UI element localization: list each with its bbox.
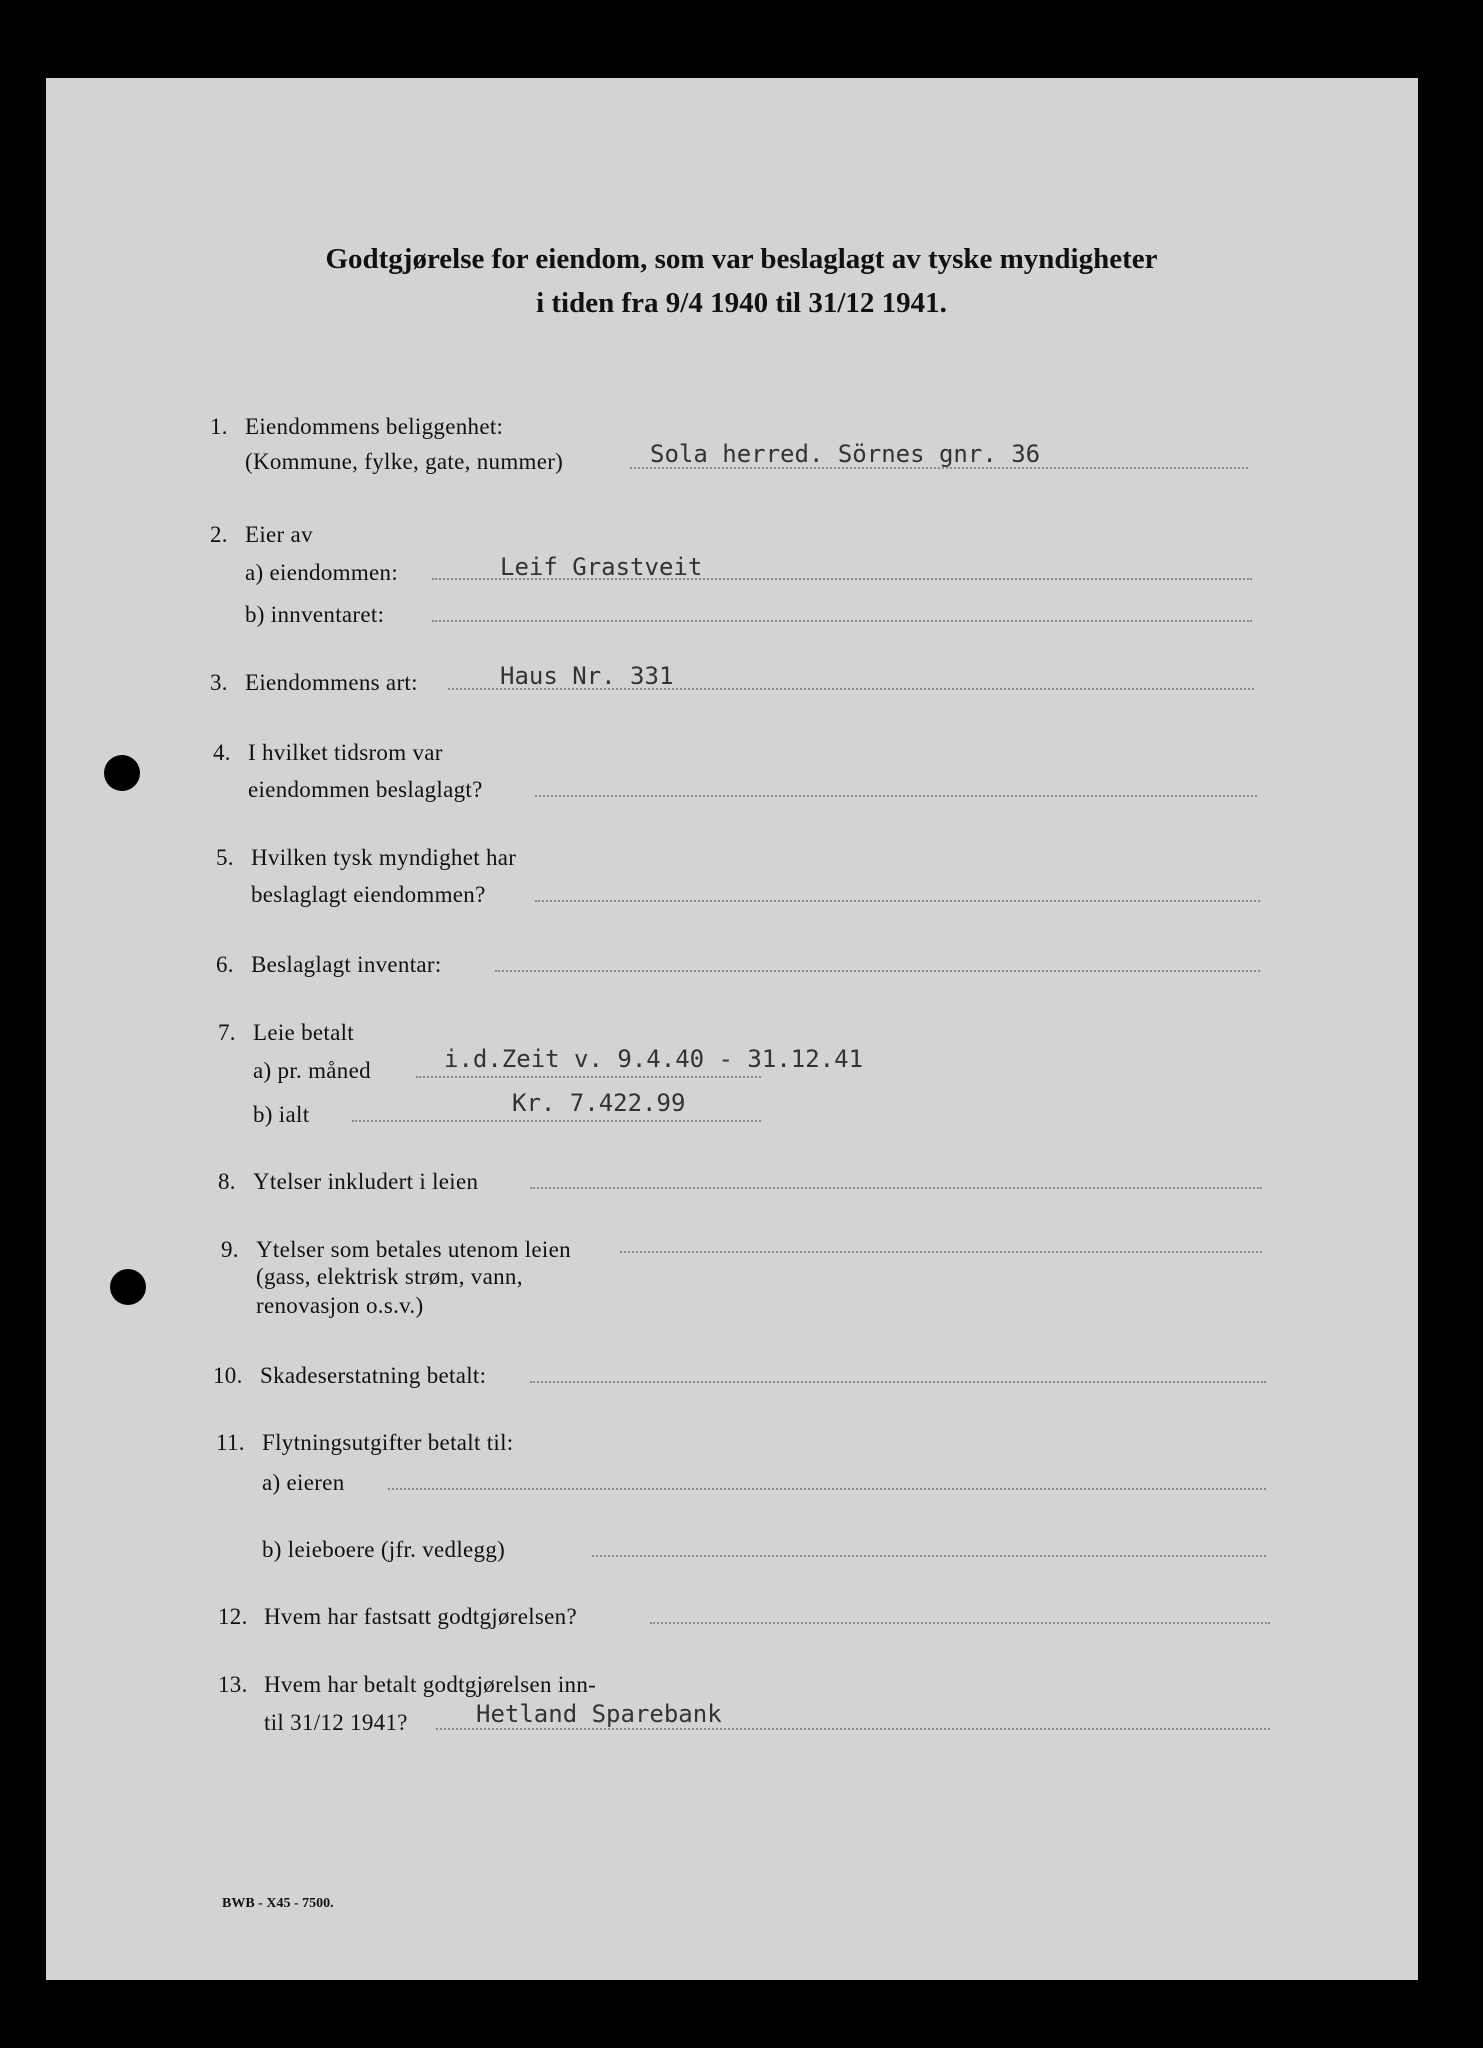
item-label: a) pr. måned bbox=[253, 1058, 371, 1083]
item-label: (gass, elektrisk strøm, vann, bbox=[256, 1264, 523, 1289]
item-number: 12. bbox=[218, 1604, 248, 1629]
item-label: Leie betalt bbox=[253, 1020, 354, 1045]
fill-line bbox=[352, 1120, 761, 1122]
form-title-line1: Godtgjørelse for eiendom, som var beslaglagt av tyske myndigheter bbox=[325, 243, 1158, 275]
item-label: a) eiendommen: bbox=[245, 560, 399, 585]
fill-line bbox=[388, 1488, 1266, 1490]
fill-line bbox=[416, 1076, 761, 1078]
item-number: 5. bbox=[216, 845, 234, 870]
fill-line bbox=[530, 1187, 1262, 1189]
item-label: Eiendommens art: bbox=[245, 670, 418, 695]
print-reference: BWB - X45 - 7500. bbox=[222, 1896, 334, 1911]
typed-value: Hetland Sparebank bbox=[476, 1700, 722, 1728]
item-label: Skadeserstatning betalt: bbox=[260, 1363, 487, 1388]
fill-line bbox=[535, 795, 1257, 797]
item-label: Hvilken tysk myndighet har bbox=[251, 845, 517, 870]
fill-line bbox=[592, 1555, 1266, 1557]
fill-line bbox=[650, 1622, 1270, 1624]
item-label: Hvem har betalt godtgjørelsen inn- bbox=[264, 1672, 597, 1697]
fill-line bbox=[530, 1381, 1266, 1383]
item-label: Beslaglagt inventar: bbox=[251, 952, 442, 977]
item-label: (Kommune, fylke, gate, nummer) bbox=[245, 449, 564, 474]
item-number: 13. bbox=[218, 1672, 248, 1697]
typed-value: Kr. 7.422.99 bbox=[512, 1089, 686, 1117]
item-number: 11. bbox=[216, 1430, 245, 1455]
typed-value: Haus Nr. 331 bbox=[500, 662, 674, 690]
item-label: b) ialt bbox=[253, 1102, 310, 1127]
fill-line bbox=[535, 900, 1260, 902]
item-number: 1. bbox=[210, 414, 228, 439]
typed-value: Leif Grastveit bbox=[500, 553, 703, 581]
item-number: 4. bbox=[213, 740, 231, 765]
typed-value: i.d.Zeit v. 9.4.40 - 31.12.41 bbox=[444, 1045, 864, 1073]
typed-value: Sola herred. Sörnes gnr. 36 bbox=[650, 440, 1041, 468]
item-label: b) innventaret: bbox=[245, 602, 385, 627]
item-label: I hvilket tidsrom var bbox=[248, 740, 443, 765]
form-title-line2: i tiden fra 9/4 1940 til 31/12 1941. bbox=[536, 287, 947, 319]
item-label: Ytelser som betales utenom leien bbox=[256, 1237, 571, 1262]
form-sheet bbox=[46, 78, 1418, 1980]
fill-line bbox=[620, 1251, 1262, 1253]
fill-line bbox=[495, 970, 1260, 972]
fill-line bbox=[432, 620, 1252, 622]
item-number: 7. bbox=[218, 1020, 236, 1045]
item-number: 3. bbox=[210, 670, 228, 695]
item-label: b) leieboere (jfr. vedlegg) bbox=[262, 1537, 506, 1562]
punch-hole bbox=[110, 1269, 146, 1305]
item-number: 10. bbox=[213, 1363, 243, 1388]
item-label: Ytelser inkludert i leien bbox=[253, 1169, 479, 1194]
item-label: a) eieren bbox=[262, 1470, 345, 1495]
item-number: 2. bbox=[210, 522, 228, 547]
item-number: 6. bbox=[216, 952, 234, 977]
item-label: Eiendommens beliggenhet: bbox=[245, 414, 504, 439]
item-label: Eier av bbox=[245, 522, 313, 547]
fill-line bbox=[436, 1728, 1270, 1730]
punch-hole bbox=[104, 755, 140, 791]
item-number: 9. bbox=[221, 1237, 239, 1262]
item-label: beslaglagt eiendommen? bbox=[251, 882, 486, 907]
item-number: 8. bbox=[218, 1169, 236, 1194]
item-label: renovasjon o.s.v.) bbox=[256, 1293, 424, 1318]
item-label: eiendommen beslaglagt? bbox=[248, 777, 483, 802]
item-label: Flytningsutgifter betalt til: bbox=[262, 1430, 514, 1455]
item-label: Hvem har fastsatt godtgjørelsen? bbox=[264, 1604, 577, 1629]
item-label: til 31/12 1941? bbox=[264, 1710, 408, 1735]
